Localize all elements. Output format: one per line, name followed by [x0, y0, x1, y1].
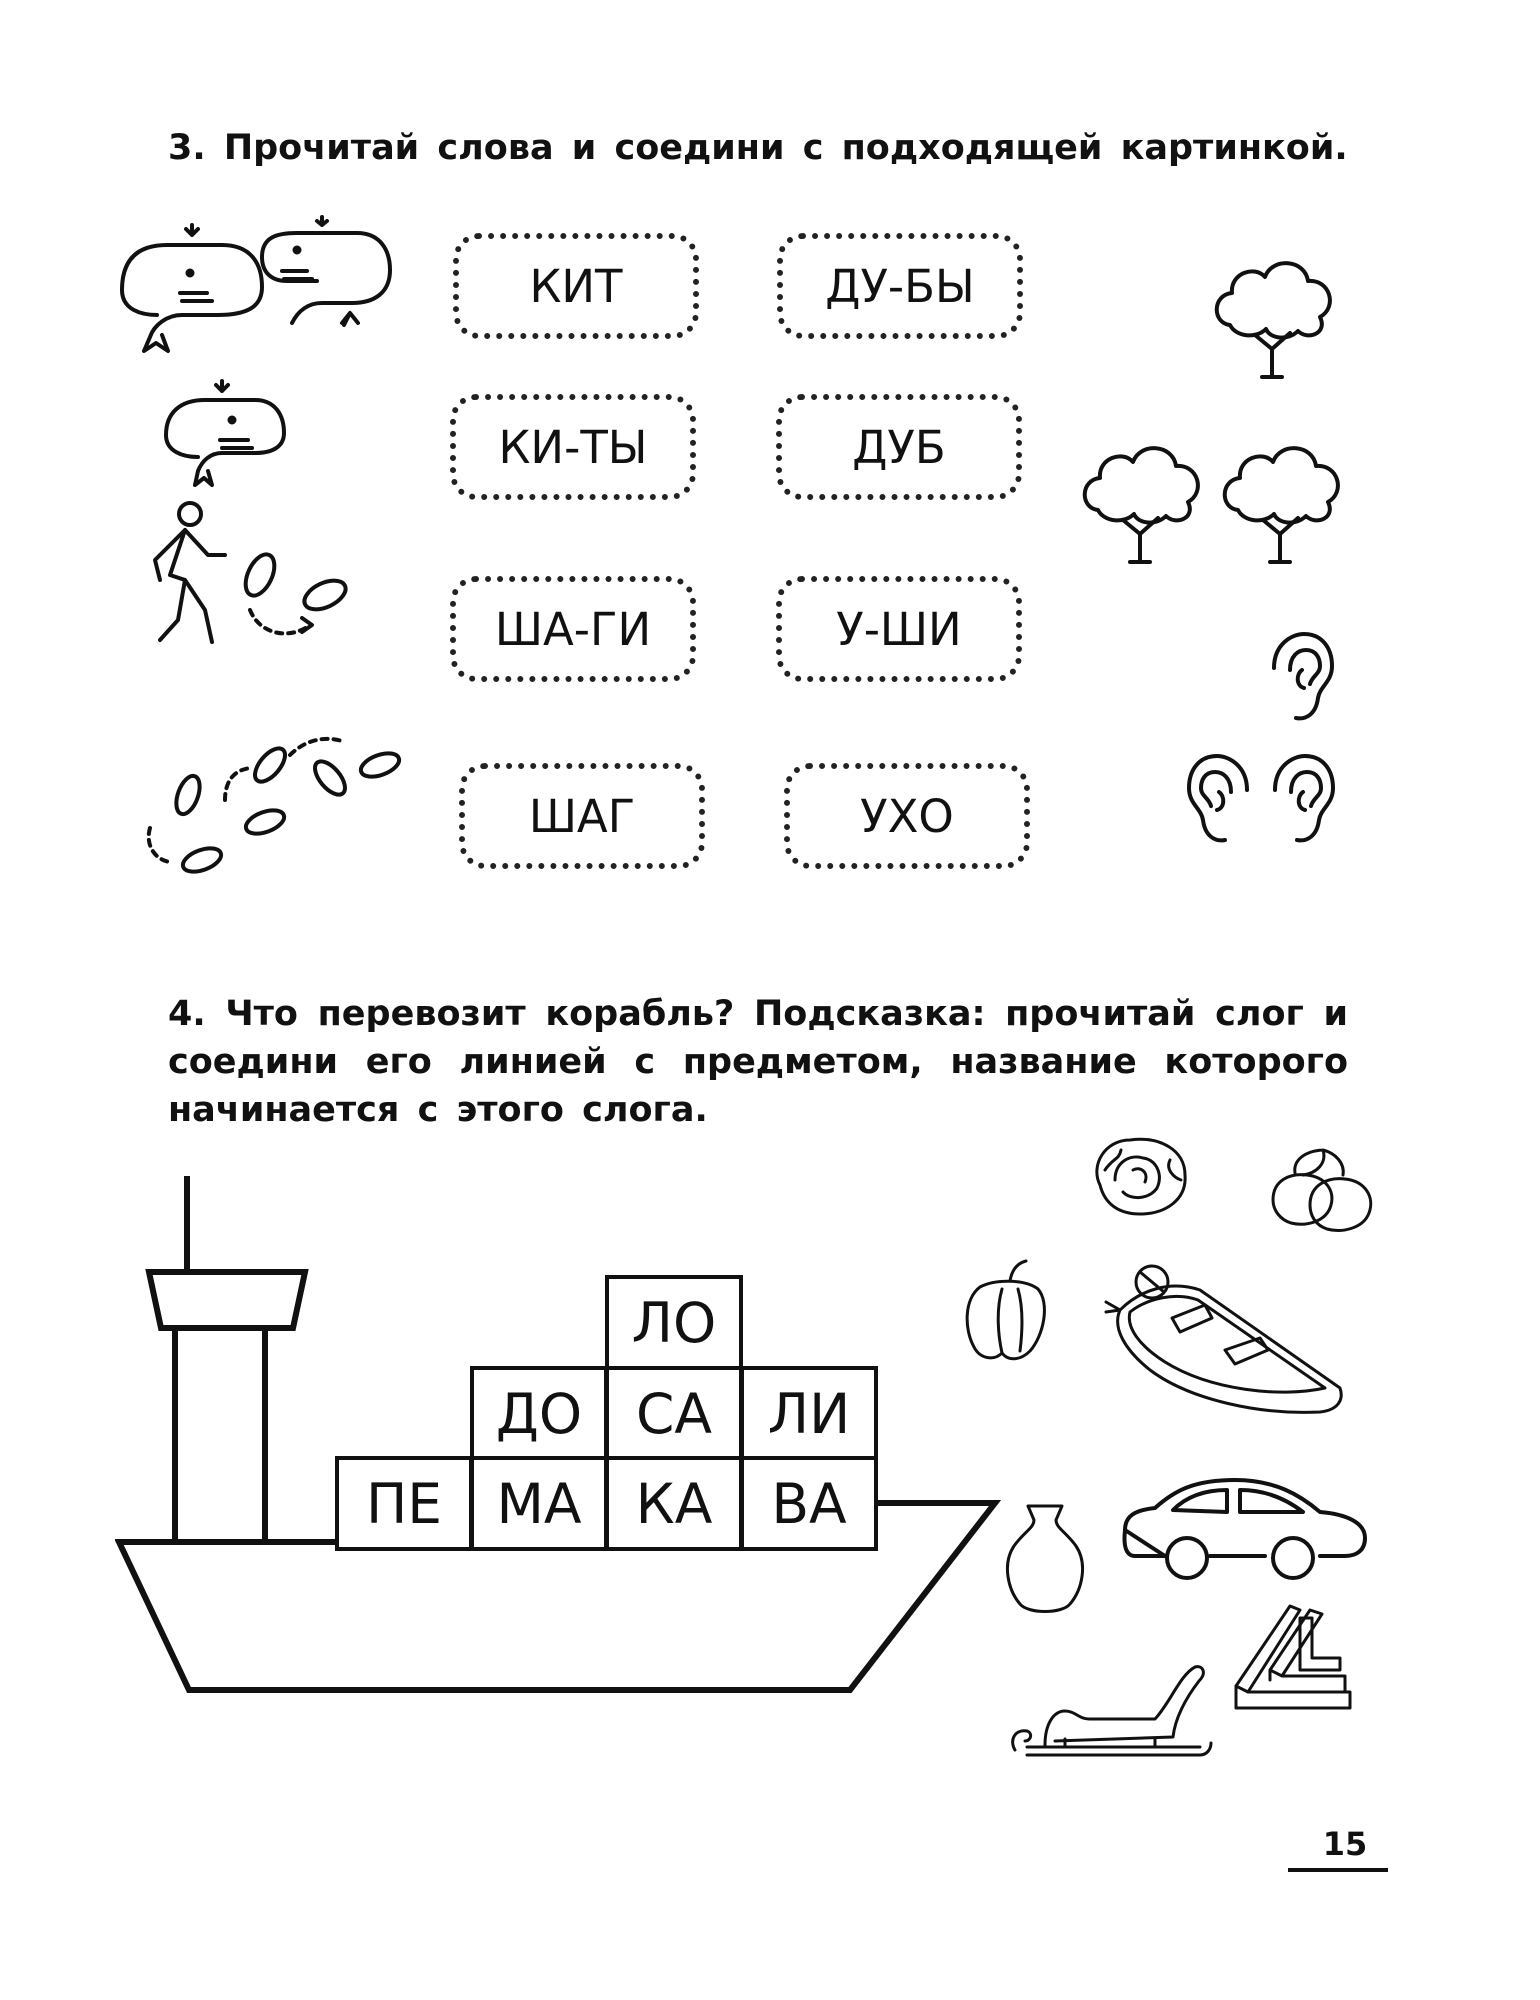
car-icon[interactable]: [1115, 1470, 1375, 1585]
boat-icon[interactable]: [1100, 1250, 1360, 1425]
whale-icon[interactable]: [160, 375, 290, 490]
trees-icon[interactable]: [1080, 430, 1365, 565]
task-4-title: 4. Что перевозит корабль? Подсказка: прочитай слог и соедини его линией с предметом, название которого начинается с этого слога.: [168, 994, 1348, 1130]
syllable-li[interactable]: ЛИ: [740, 1366, 878, 1461]
word-box-ushi[interactable]: У-ШИ: [776, 576, 1022, 682]
tree-icon[interactable]: [1210, 245, 1340, 380]
footprints-icon[interactable]: [140, 720, 410, 880]
lemons-icon[interactable]: [1265, 1145, 1380, 1235]
vase-icon[interactable]: [1000, 1500, 1090, 1620]
page-number-underline: [1288, 1868, 1388, 1872]
walking-person-steps-icon[interactable]: [130, 500, 370, 650]
word-box-shag[interactable]: ШАГ: [459, 763, 705, 869]
page-number: 15: [1322, 1825, 1368, 1863]
syllable-do[interactable]: ДО: [470, 1366, 608, 1461]
word-box-kit[interactable]: КИТ: [453, 233, 699, 339]
task-3-title: 3. Прочитай слова и соедини с подходящей картинкой.: [168, 128, 1348, 168]
ears-icon[interactable]: [1185, 750, 1340, 850]
syllable-pe[interactable]: ПЕ: [335, 1456, 473, 1551]
word-box-dub[interactable]: ДУБ: [776, 394, 1022, 500]
word-box-shagi[interactable]: ША-ГИ: [450, 576, 696, 682]
sled-icon[interactable]: [1005, 1655, 1215, 1765]
syllable-sa[interactable]: СА: [605, 1366, 743, 1461]
syllable-lo[interactable]: ЛО: [605, 1275, 743, 1370]
whales-icon[interactable]: [112, 215, 397, 355]
word-box-duby[interactable]: ДУ-БЫ: [777, 233, 1023, 339]
syllable-ma[interactable]: МА: [470, 1456, 608, 1551]
ear-icon[interactable]: [1262, 630, 1337, 725]
syllable-ka[interactable]: КА: [605, 1456, 743, 1551]
syllable-va[interactable]: ВА: [740, 1456, 878, 1551]
boards-icon[interactable]: [1230, 1600, 1360, 1720]
cabbage-icon[interactable]: [1085, 1130, 1195, 1220]
pepper-icon[interactable]: [960, 1255, 1050, 1365]
word-box-ukho[interactable]: УХО: [784, 763, 1030, 869]
word-box-kity[interactable]: КИ-ТЫ: [450, 394, 696, 500]
